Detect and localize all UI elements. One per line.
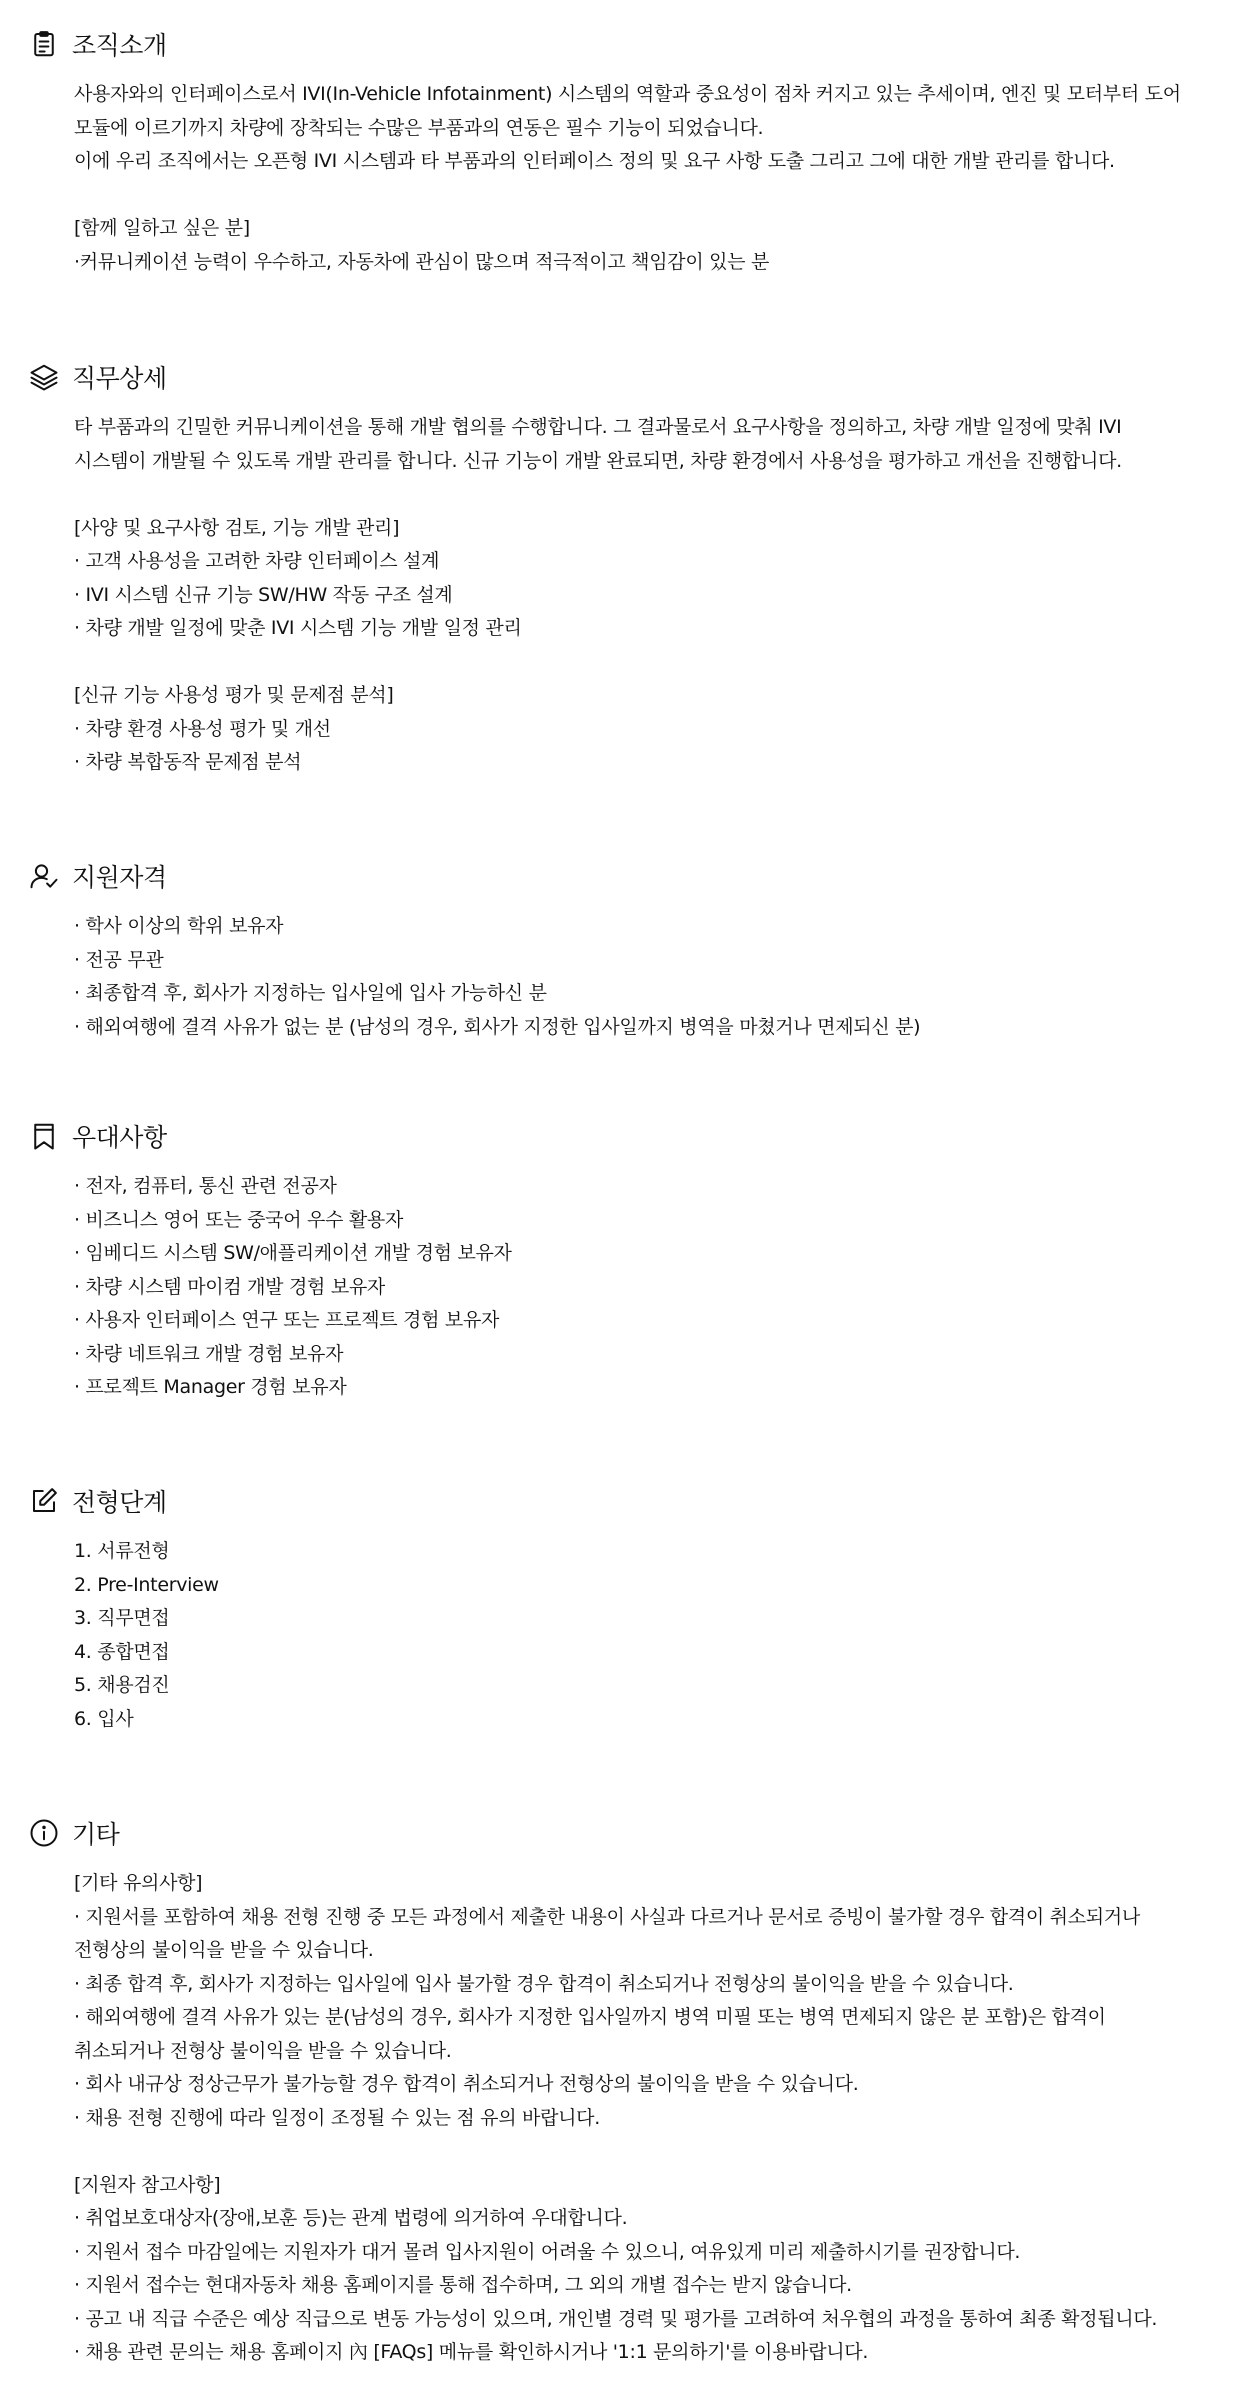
- body-line: · 차량 네트워크 개발 경험 보유자: [74, 1342, 344, 1365]
- body-line: · 사용자 인터페이스 연구 또는 프로젝트 경험 보유자: [74, 1309, 500, 1331]
- spacer: [74, 646, 1234, 680]
- section-title: 조직소개: [72, 31, 167, 60]
- body-line: · 전공 무관: [74, 948, 164, 971]
- body-line: 1. 서류전형: [74, 1540, 170, 1562]
- body-line: · 취업보호대상자(장애,보훈 등)는 관계 법령에 의거하여 우대합니다.: [74, 2207, 628, 2229]
- body-line: · 임베디드 시스템 SW/애플리케이션 개발 경험 보유자: [74, 1242, 512, 1264]
- body-line: · 전자, 컴퓨터, 통신 관련 전공자: [74, 1175, 337, 1197]
- body-line: · 차량 환경 사용성 평가 및 개선: [74, 717, 331, 740]
- body-line: [기타 유의사항]: [74, 1872, 203, 1894]
- body-line: · 해외여행에 결격 사유가 없는 분 (남성의 경우, 회사가 지정한 입사일까지 병역을 마쳤거나 면제되신 분): [74, 1015, 921, 1038]
- spacer: [74, 179, 1234, 213]
- section-job-details: [28, 357, 1234, 780]
- section-title: 전형단계: [72, 1488, 167, 1517]
- body-line: 6. 입사: [74, 1707, 134, 1730]
- info-icon: [28, 1817, 60, 1849]
- body-line: 시스템이 개발될 수 있도록 개발 관리를 합니다. 신규 기능이 개발 완료되면, 차량 환경에서 사용성을 평가하고 개선을 진행합니다.: [74, 449, 1122, 472]
- section-body: [74, 910, 1234, 1044]
- body-line: 사용자와의 인터페이스로서 IVI(In-Vehicle Infotainment) 시스템의 역할과 중요성이 점차 커지고 있는 추세이며, 엔진 및 모터부터 도어: [74, 83, 1181, 105]
- body-line: [신규 기능 사용성 평가 및 문제점 분석]: [74, 684, 394, 706]
- body-line: 모듈에 이르기까지 차량에 장착되는 수많은 부품과의 연동은 필수 기능이 되었습니다.: [74, 116, 764, 139]
- body-line: · 비즈니스 영어 또는 중국어 우수 활용자: [74, 1208, 404, 1231]
- body-line: · 차량 개발 일정에 맞춘 IVI 시스템 기능 개발 일정 관리: [74, 617, 522, 639]
- section-process: [28, 1481, 1234, 1736]
- section-header: [28, 856, 1234, 896]
- body-line: · 공고 내 직급 수준은 예상 직급으로 변동 가능성이 있으며, 개인별 경력 및 평가를 고려하여 처우협의 과정을 통하여 최종 확정됩니다.: [74, 2307, 1158, 2330]
- body-line: · 회사 내규상 정상근무가 불가능할 경우 합격이 취소되거나 전형상의 불이익을 받을 수 있습니다.: [74, 2073, 859, 2095]
- section-body: [74, 78, 1234, 279]
- body-line: 취소되거나 전형상 불이익을 받을 수 있습니다.: [74, 2039, 452, 2062]
- section-title: 지원자격: [72, 863, 167, 892]
- section-title: 기타: [72, 1820, 120, 1849]
- section-qualifications: [28, 856, 1234, 1044]
- body-line: · 채용 관련 문의는 채용 홈페이지 內 [FAQs] 메뉴를 확인하시거나 '1:1 문의하기'를 이용바랍니다.: [74, 2341, 869, 2363]
- body-line: ·커뮤니케이션 능력이 우수하고, 자동차에 관심이 많으며 적극적이고 책임감이 있는 분: [74, 250, 770, 273]
- body-line: · 학사 이상의 학위 보유자: [74, 915, 284, 937]
- section-body: [74, 1867, 1234, 2370]
- body-line: · 해외여행에 결격 사유가 있는 분(남성의 경우, 회사가 지정한 입사일까지 병역 미필 또는 병역 면제되지 않은 분 포함)은 합격이: [74, 2006, 1106, 2028]
- body-line: [지원자 참고사항]: [74, 2173, 221, 2196]
- bookmark-icon: [28, 1120, 60, 1152]
- section-preferred: [28, 1116, 1234, 1405]
- body-line: 5. 채용검진: [74, 1674, 170, 1696]
- body-line: 4. 종합면접: [74, 1640, 170, 1663]
- body-line: · 차량 시스템 마이컴 개발 경험 보유자: [74, 1275, 385, 1298]
- section-body: [74, 1170, 1234, 1405]
- body-line: · 프로젝트 Manager 경험 보유자: [74, 1376, 347, 1398]
- body-line: [사양 및 요구사항 검토, 기능 개발 관리]: [74, 516, 400, 539]
- section-title: 우대사항: [72, 1123, 167, 1152]
- spacer: [74, 478, 1234, 512]
- section-header: [28, 1813, 1234, 1853]
- section-header: [28, 24, 1234, 64]
- body-line: 전형상의 불이익을 받을 수 있습니다.: [74, 1939, 374, 1961]
- body-line: · 최종합격 후, 회사가 지정하는 입사일에 입사 가능하신 분: [74, 982, 547, 1004]
- body-line: [함께 일하고 싶은 분]: [74, 217, 250, 239]
- body-line: · 차량 복합동작 문제점 분석: [74, 751, 302, 773]
- body-line: · 지원서 접수는 현대자동차 채용 홈페이지를 통해 접수하며, 그 외의 개별 접수는 받지 않습니다.: [74, 2274, 852, 2296]
- body-line: · IVI 시스템 신규 기능 SW/HW 작동 구조 설계: [74, 583, 453, 606]
- section-header: [28, 1481, 1234, 1521]
- spacer: [74, 2135, 1234, 2169]
- section-header: [28, 1116, 1234, 1156]
- clipboard-icon: [28, 28, 60, 60]
- body-line: · 최종 합격 후, 회사가 지정하는 입사일에 입사 불가할 경우 합격이 취소되거나 전형상의 불이익을 받을 수 있습니다.: [74, 1972, 1014, 1995]
- body-line: · 지원서 접수 마감일에는 지원자가 대거 몰려 입사지원이 어려울 수 있으니, 여유있게 미리 제출하시기를 권장합니다.: [74, 2240, 1021, 2263]
- layers-icon: [28, 361, 60, 393]
- body-line: · 지원서를 포함하여 채용 전형 진행 중 모든 과정에서 제출한 내용이 사실과 다르거나 문서로 증빙이 불가할 경우 합격이 취소되거나: [74, 1905, 1140, 1928]
- section-title: 직무상세: [72, 364, 167, 393]
- section-header: [28, 357, 1234, 397]
- section-organization: [28, 24, 1234, 279]
- body-line: 3. 직무면접: [74, 1607, 170, 1629]
- section-body: [74, 1535, 1234, 1736]
- body-line: 2. Pre-Interview: [74, 1573, 219, 1596]
- body-line: · 고객 사용성을 고려한 차량 인터페이스 설계: [74, 550, 440, 572]
- user-check-icon: [28, 860, 60, 892]
- body-line: 이에 우리 조직에서는 오픈형 IVI 시스템과 타 부품과의 인터페이스 정의 및 요구 사항 도출 그리고 그에 대한 개발 관리를 합니다.: [74, 150, 1115, 172]
- section-other: [28, 1813, 1234, 2370]
- body-line: · 채용 전형 진행에 따라 일정이 조정될 수 있는 점 유의 바랍니다.: [74, 2106, 600, 2129]
- edit-icon: [28, 1485, 60, 1517]
- section-body: [74, 411, 1234, 780]
- body-line: 타 부품과의 긴밀한 커뮤니케이션을 통해 개발 협의를 수행합니다. 그 결과물로서 요구사항을 정의하고, 차량 개발 일정에 맞춰 IVI: [74, 416, 1122, 438]
